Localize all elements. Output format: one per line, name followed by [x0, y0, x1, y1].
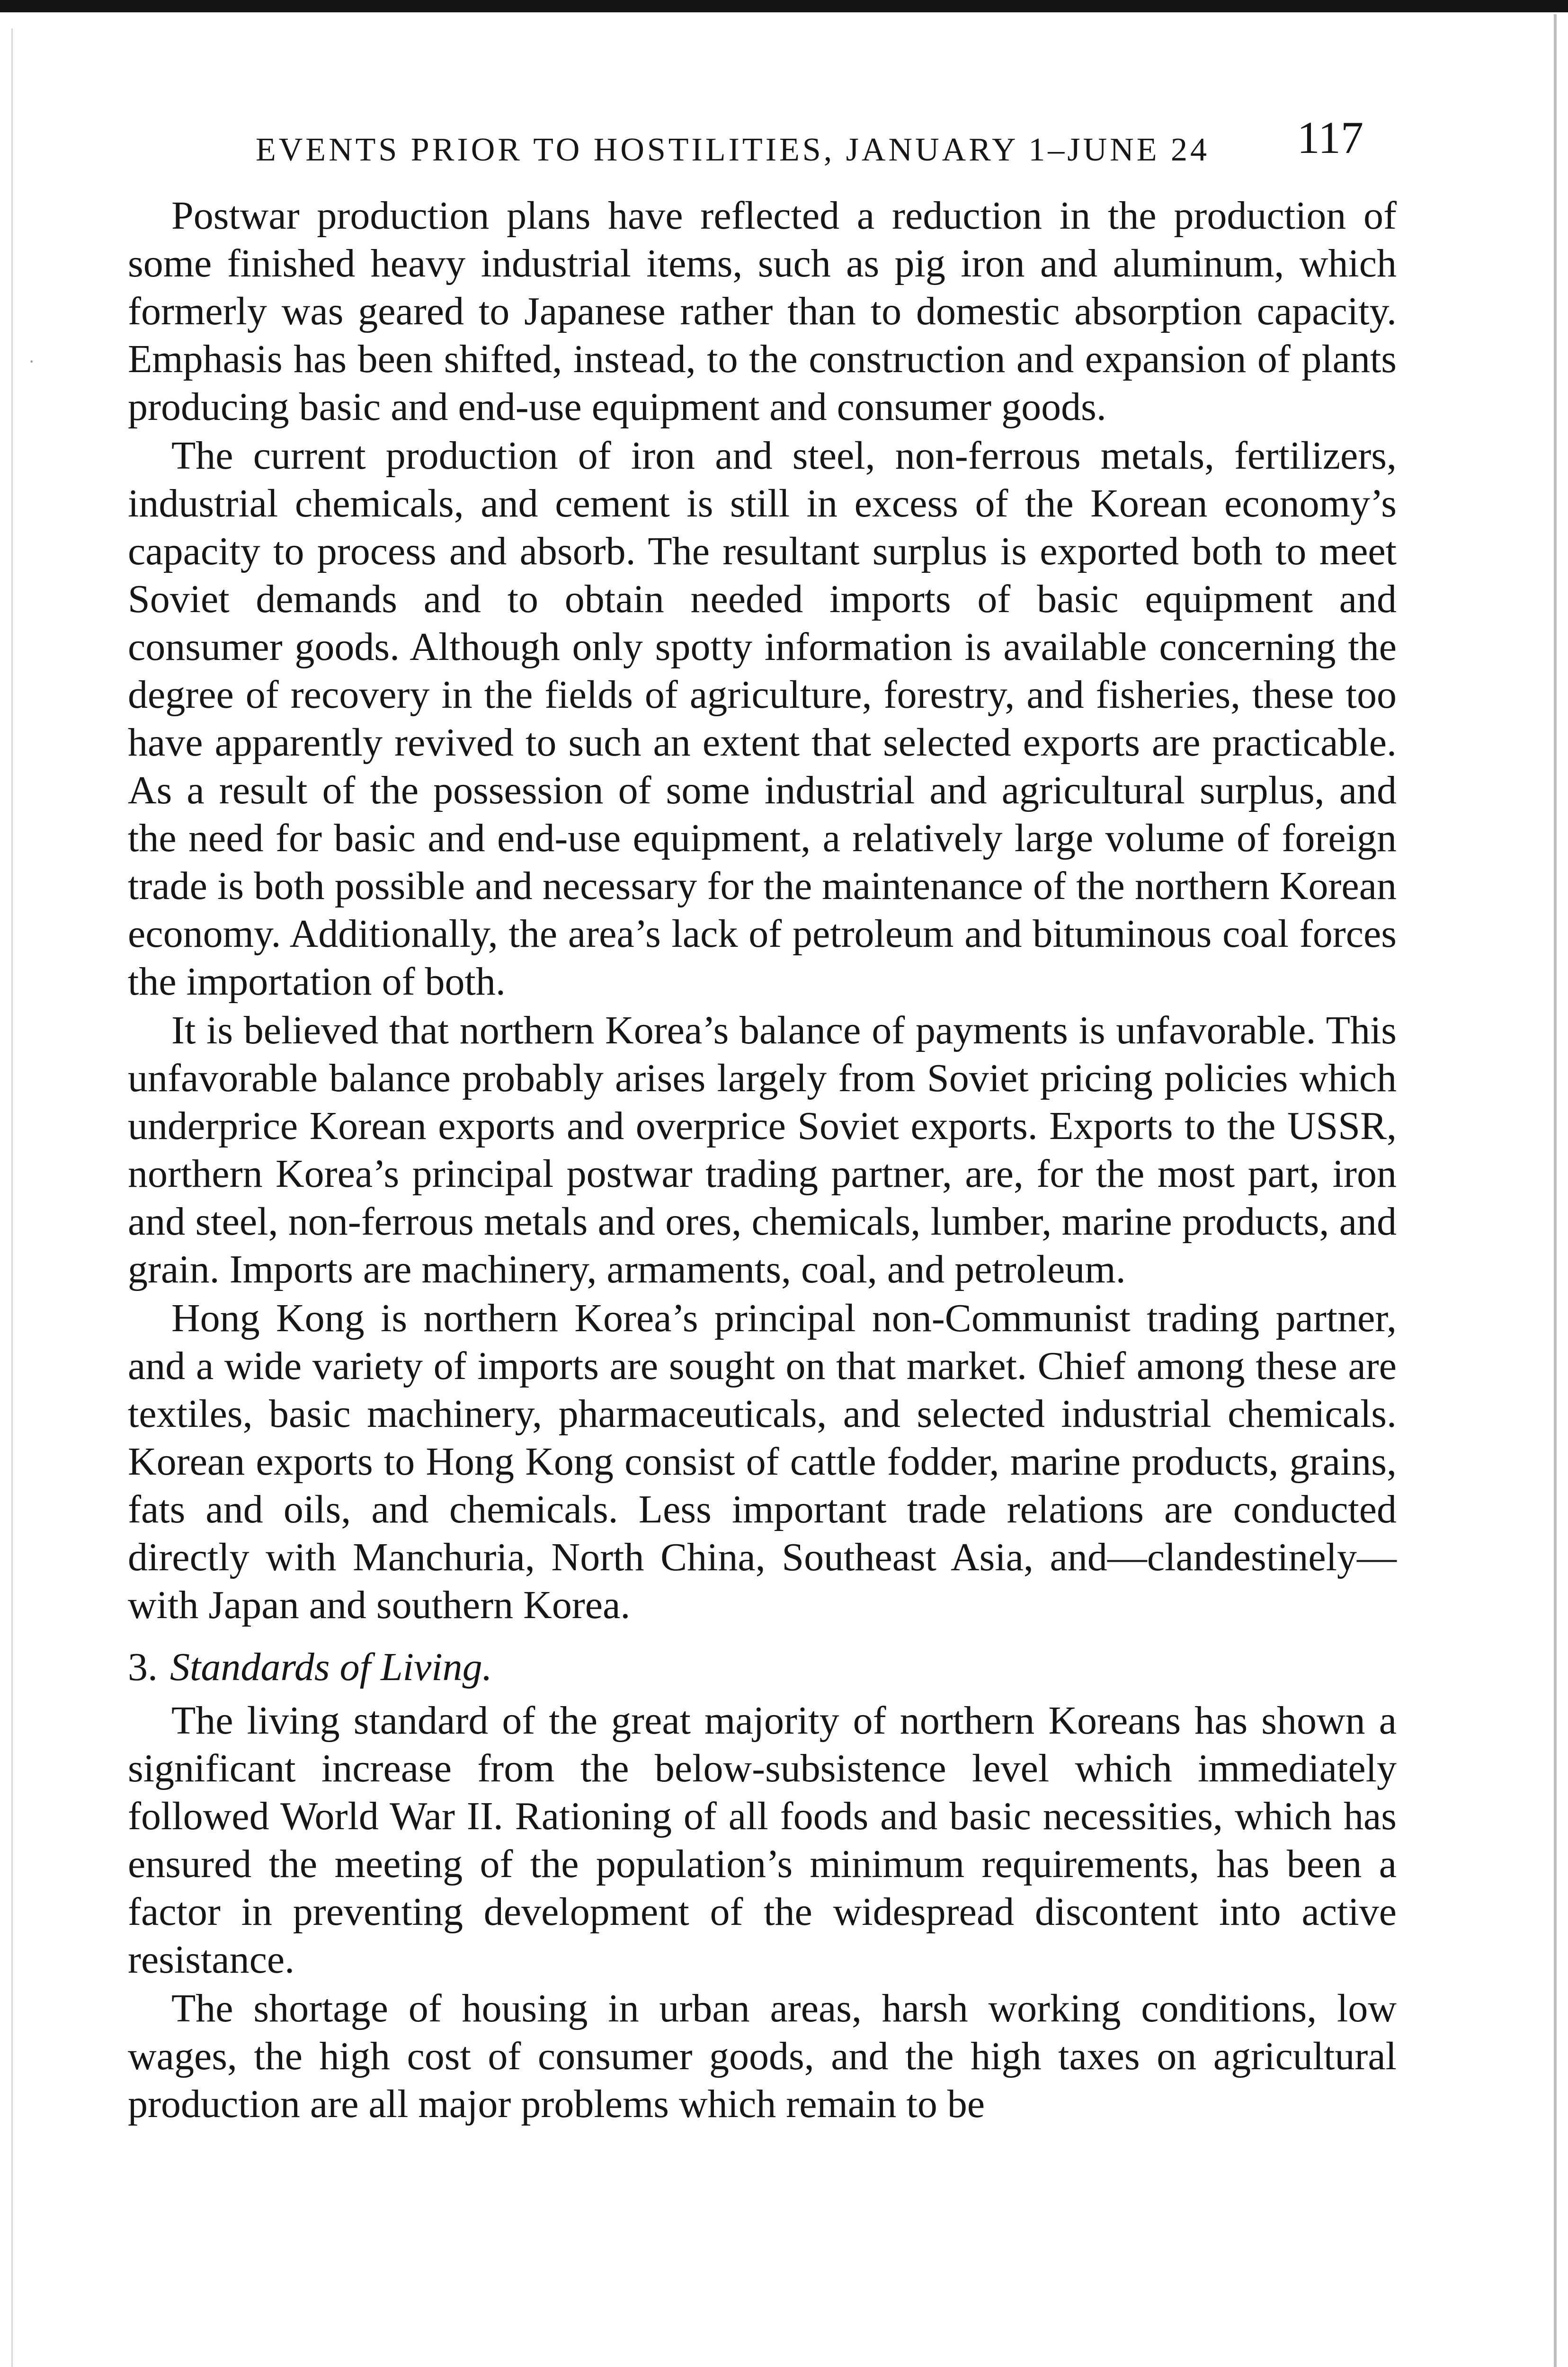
paragraph-housing-shortage: The shortage of housing in urban areas, harsh working conditions, low wages, the high cost of consumer goods, and the high taxes on agricultural production are all major problems which remain to be [128, 1986, 1397, 2126]
top-border-rule [0, 0, 1568, 12]
paragraph-hong-kong-trade: Hong Kong is northern Korea’s principal non-Communist trading partner, and a wide variety of imports are sought on that market. Chief among these are textiles, basic machinery, pharmaceuticals, and selected industrial chemicals. Korean exports to Hong Kong consist of cattle fodder, marine products, grains, fats and oils, and chemicals. Less important trade relations are conducted directly with Manchuria, North China, Southeast Asia, and—clandestinely—with Japan and southern Korea. [128, 1296, 1397, 1627]
page-number: 117 [1297, 112, 1363, 163]
left-page-edge [11, 28, 13, 2367]
running-head: EVENTS PRIOR TO HOSTILITIES, JANUARY 1–JUNE 24 [256, 132, 1210, 168]
section-number: 3. [128, 1645, 158, 1689]
margin-speck: · [28, 351, 35, 372]
page-body [128, 192, 1397, 2129]
paragraph-postwar-production: Postwar production plans have reflected a reduction in the production of some finished heavy industrial items, such as pig iron and aluminum, which formerly was geared to Japanese rather than to domestic absorption capacity. Emphasis has been shifted, instead, to the construction and expansion of plants producing basic and end-use equipment and consumer goods. [128, 194, 1397, 429]
section-heading [128, 1643, 1397, 1691]
page-header [256, 111, 1363, 182]
paragraph-current-production: The current production of iron and steel, non-ferrous metals, fertilizers, industrial chemicals, and cement is still in excess of the Korean economy’s capacity to process and absorb. The resultant surplus is exported both to meet Soviet demands and to obtain needed imports of basic equipment and consumer goods. Although only spotty information is available concerning the degree of recovery in the fields of agriculture, forestry, and fisheries, these too have apparently revived to such an extent that selected exports are practicable. As a result of the possession of some industrial and agricultural surplus, and the need for basic and end-use equipment, a relatively large volume of foreign trade is both possible and necessary for the maintenance of the northern Korean economy. Additionally, the area’s lack of petroleum and bituminous coal forces the importation of both. [128, 434, 1397, 1004]
right-page-edge [1554, 14, 1557, 2367]
paragraph-living-standard: The living standard of the great majority of northern Koreans has shown a significant increase from the below-subsistence level which immediately followed World War II. Rationing of all foods and basic necessities, which has ensured the meeting of the population’s minimum requirements, has been a factor in preventing development of the widespread discontent into active resistance. [128, 1699, 1397, 1982]
paragraph-balance-of-payments: It is believed that northern Korea’s balance of payments is unfavorable. This unfavorable balance probably arises largely from Soviet pricing policies which underprice Korean exports and overprice Soviet exports. Exports to the USSR, northern Korea’s principal postwar trading partner, are, for the most part, iron and steel, non-ferrous metals and ores, chemicals, lumber, marine products, and grain. Imports are machinery, armaments, coal, and petroleum. [128, 1008, 1397, 1291]
section-title: Standards of Living. [170, 1645, 492, 1689]
